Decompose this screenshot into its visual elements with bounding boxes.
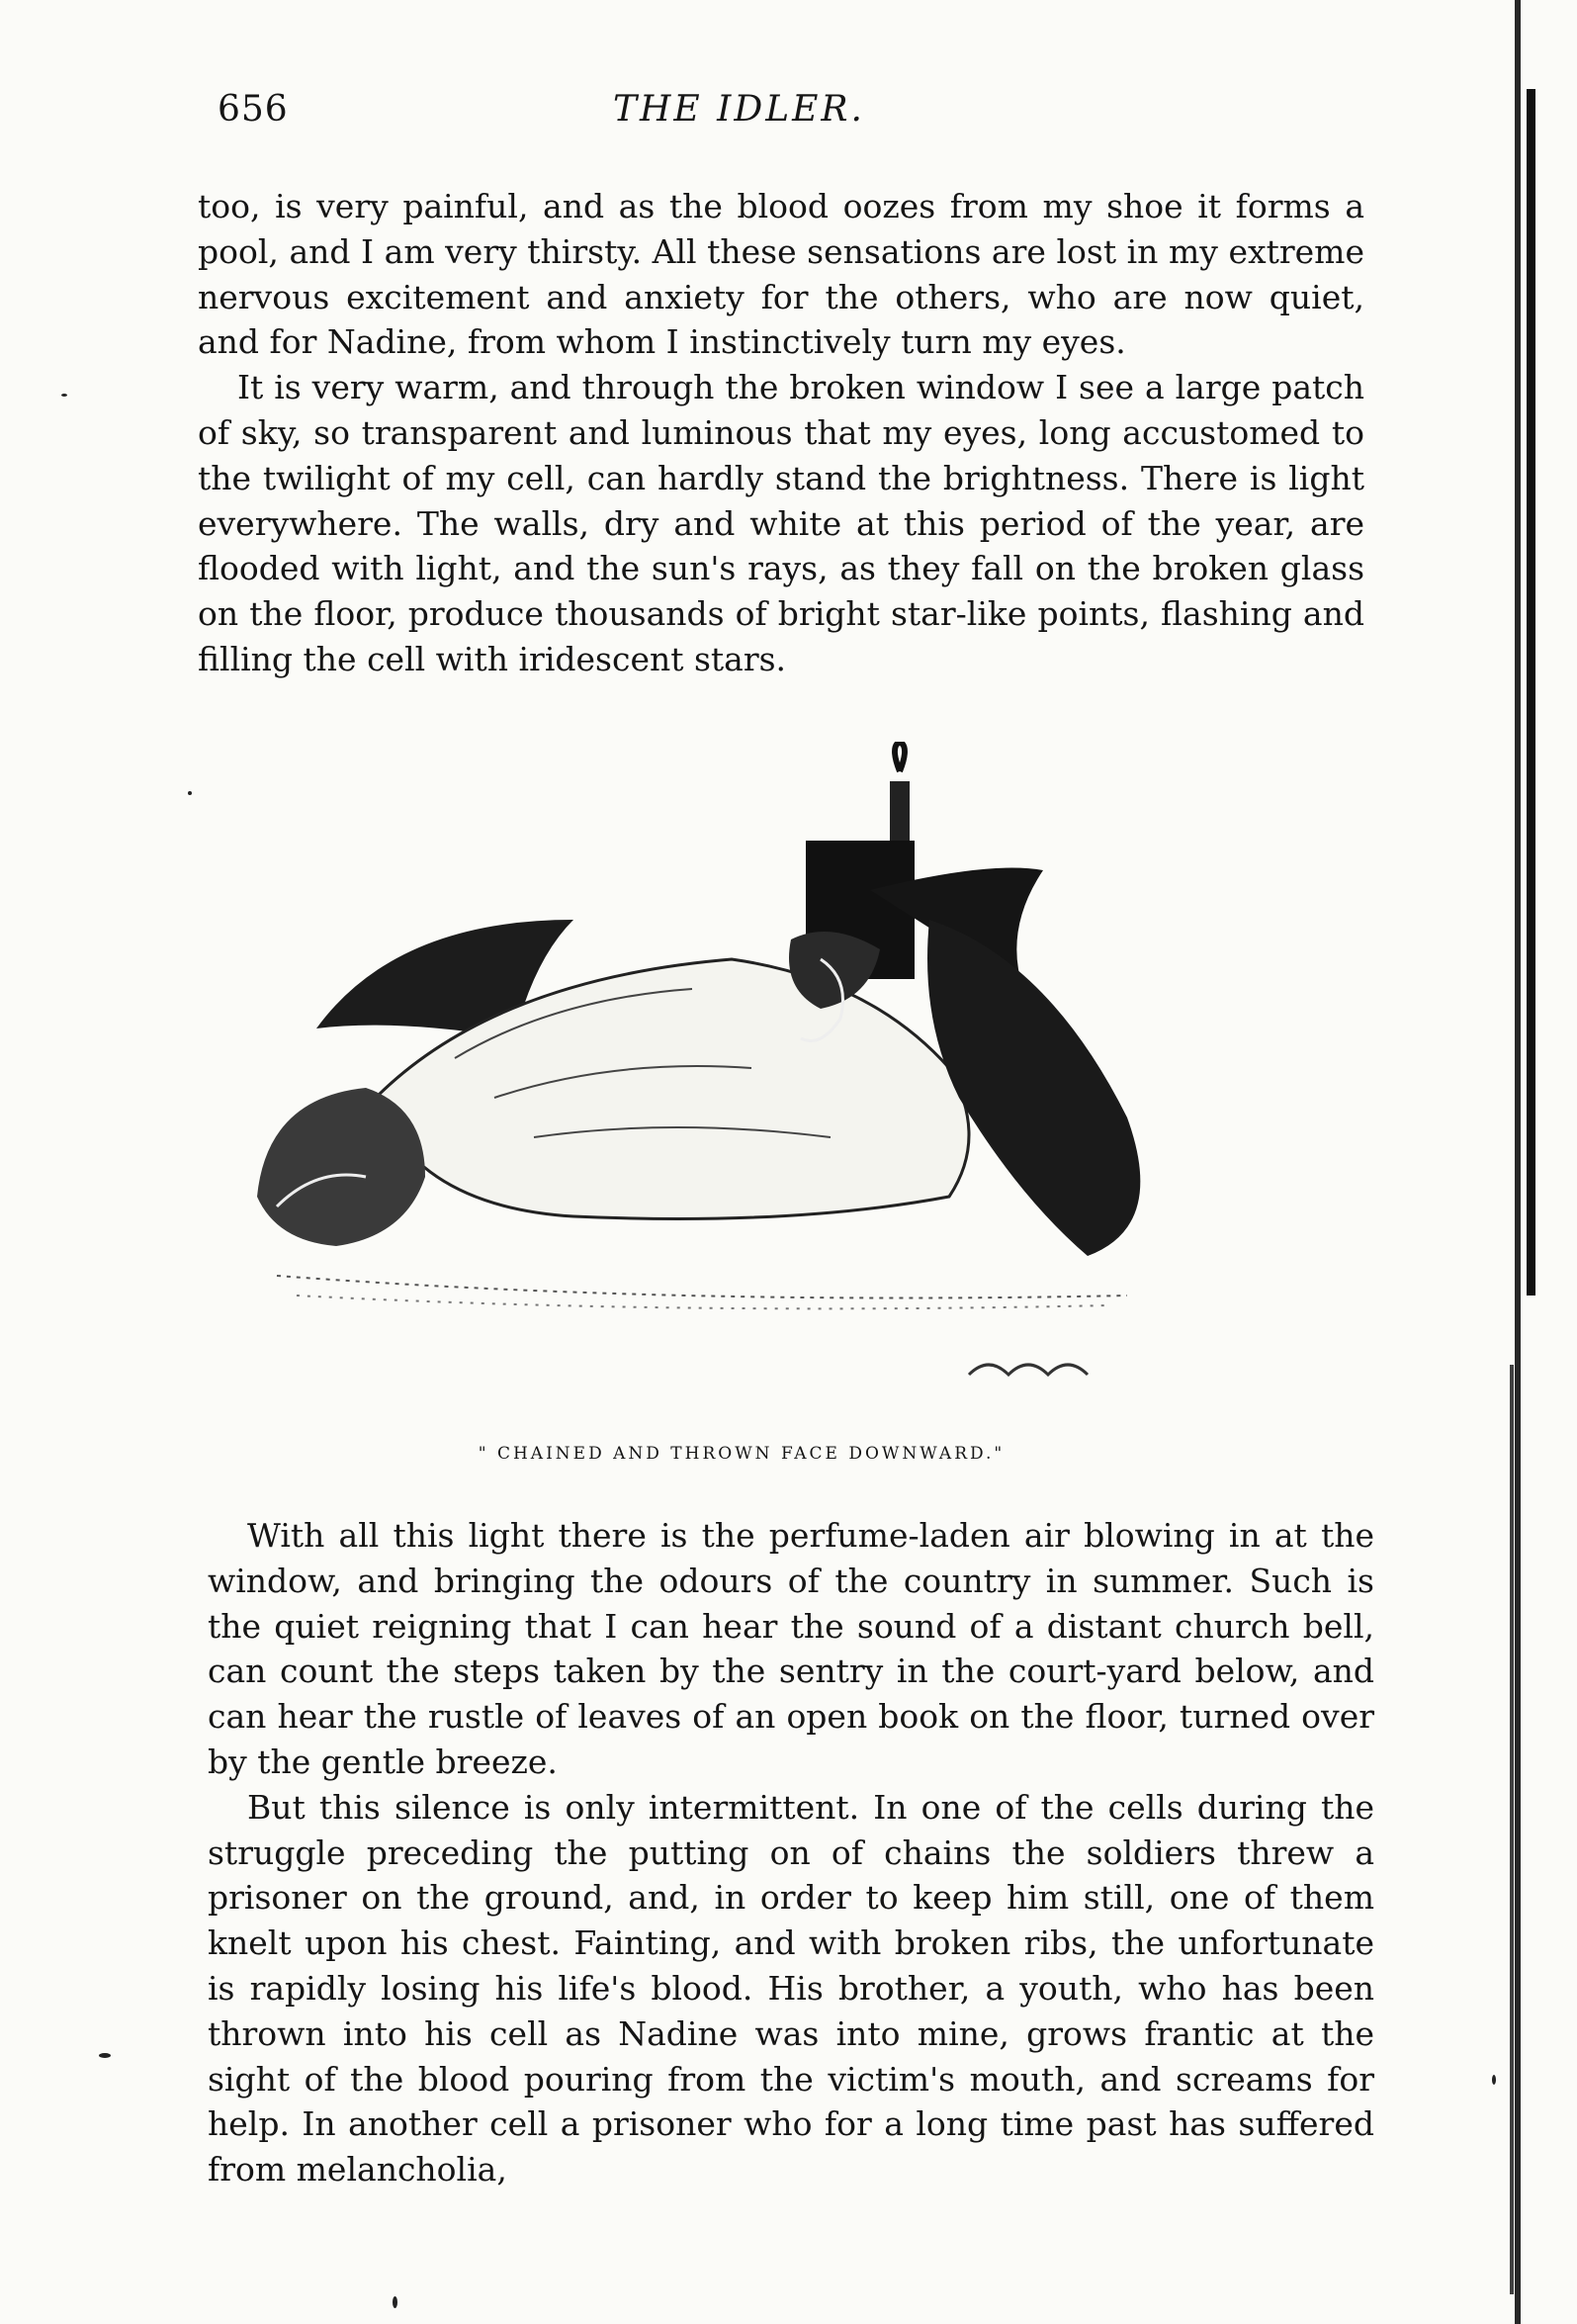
- text-block-top: [198, 184, 1364, 682]
- paragraph: But this silence is only intermittent. In one of the cells during the struggle preceding the putting on of chains the soldiers threw a prisoner on the ground, and, in order to keep him still, one of them knelt upon his chest. Fainting, and with broken ribs, the unfortunate is rapidly losing his life's blood. His brother, a youth, who has been thrown into his cell as Nadine was into mine, grows frantic at the sight of the blood pouring from the victim's mouth, and screams for help. In another cell a prisoner who for a long time past has suffered from melancholia,: [208, 1787, 1374, 2190]
- illustration-caption: " CHAINED AND THROWN FACE DOWNWARD.": [478, 1444, 1006, 1464]
- scan-speck: [393, 2296, 397, 2308]
- paragraph: With all this light there is the perfume-laden air blowing in at the window, and bringing the odours of the country in summer. Such is the quiet reigning that I can hear the sound of a distant church bell, can count the steps taken by the sentry in the court-yard below, and can hear the rustle of leaves of an open book on the floor, turned over by the gentle breeze.: [208, 1516, 1374, 1781]
- page-number: 656: [218, 89, 289, 130]
- scan-speck: [99, 2053, 111, 2058]
- running-title: THE IDLER.: [613, 89, 865, 130]
- scan-speck: [61, 394, 67, 397]
- page-binding-edge: [1515, 0, 1521, 2324]
- running-header: [198, 89, 1384, 138]
- page-binding-edge-thick: [1527, 89, 1535, 1296]
- scan-speck: [188, 791, 192, 795]
- scan-speck: [1492, 2075, 1496, 2085]
- illustration-chained-prisoner: [237, 742, 1325, 1434]
- engraving-image: [237, 742, 1325, 1434]
- text-block-bottom: [208, 1513, 1374, 2192]
- paragraph: too, is very painful, and as the blood oozes from my shoe it forms a pool, and I am very thirsty. All these sensations are lost in my extreme nervous excitement and anxiety for the others, who are now quiet, and for Nadine, from whom I instinctively turn my eyes.: [198, 187, 1364, 362]
- paragraph: It is very warm, and through the broken window I see a large patch of sky, so transparent and luminous that my eyes, long accustomed to the twilight of my cell, can hardly stand the brightness. There is light everywhere. The walls, dry and white at this period of the year, are flooded with light, and the sun's rays, as they fall on the broken glass on the floor, produce thousands of bright star-like points, flashing and filling the cell with iridescent stars.: [198, 368, 1364, 678]
- page-binding-edge-lower: [1510, 1365, 1514, 2294]
